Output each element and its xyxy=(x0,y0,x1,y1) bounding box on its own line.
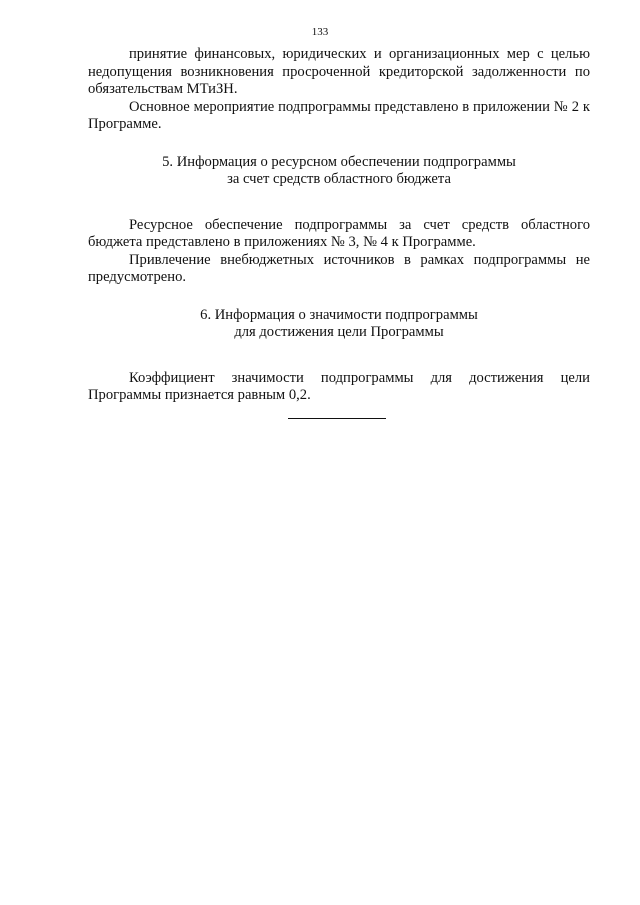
paragraph-main-activity: Основное мероприятие подпрограммы представлено в приложении № 2 к Программе. xyxy=(88,98,590,132)
paragraph-financial-measures: принятие финансовых, юридических и организационных мер с целью недопущения возникновения просроченной кредиторской задолженности по обязательствам МТиЗН. xyxy=(88,46,590,97)
section5-heading-line2: за счет средств областного бюджета xyxy=(227,171,451,187)
page-content xyxy=(88,46,590,405)
paragraph-resource-provision: Ресурсное обеспечение подпрограммы за счет средств областного бюджета представлено в приложениях № 3, № 4 к Программе. xyxy=(88,216,590,250)
section5-heading-line1: 5. Информация о ресурсном обеспечении подпрограммы xyxy=(162,153,516,170)
paragraph-significance-coefficient: Коэффициент значимости подпрограммы для достижения цели Программы признается равным 0,2. xyxy=(88,369,590,403)
end-of-document-rule xyxy=(288,418,386,419)
section6-heading-line1: 6. Информация о значимости подпрограммы xyxy=(200,306,478,323)
paragraph-extrabudgetary: Привлечение внебюджетных источников в рамках подпрограммы не предусмотрено. xyxy=(88,251,590,285)
section5-heading xyxy=(88,154,590,189)
section6-heading-line2: для достижения цели Программы xyxy=(234,324,444,340)
section6-heading xyxy=(88,307,590,342)
page-number: 133 xyxy=(311,26,329,38)
